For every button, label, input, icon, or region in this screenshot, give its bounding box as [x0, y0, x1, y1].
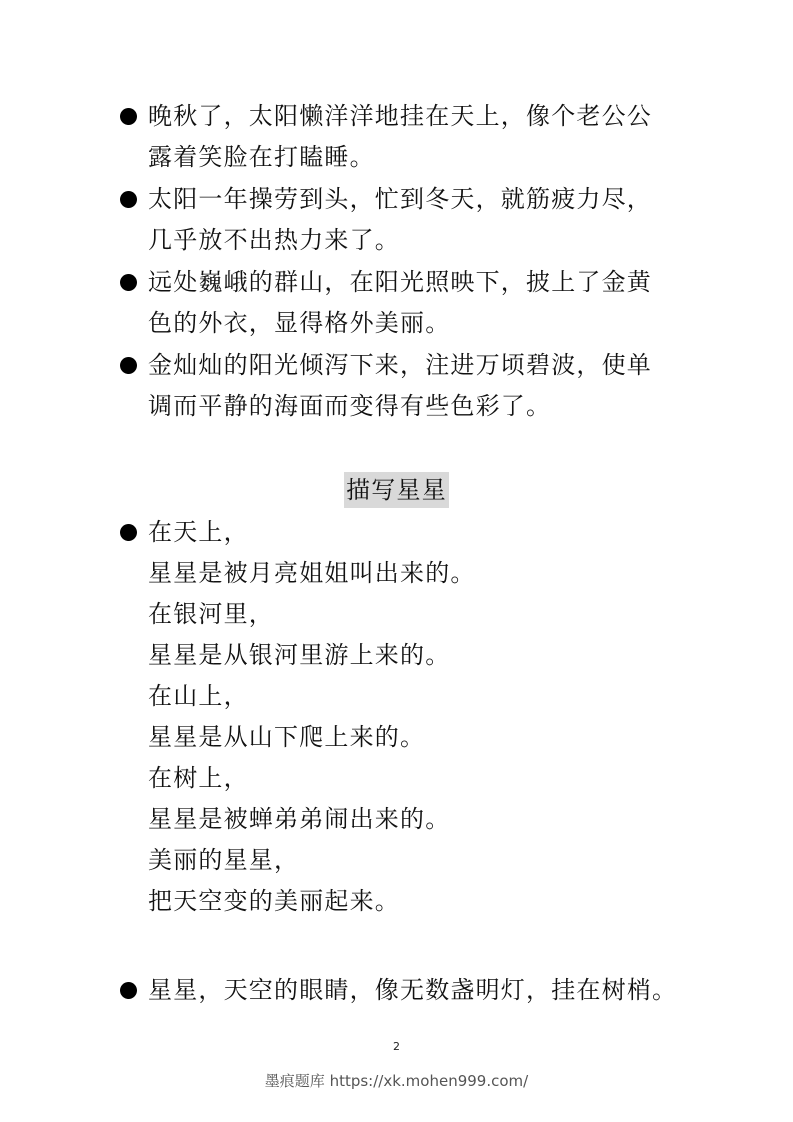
bullet-item: [118, 345, 688, 427]
bullet-item: [118, 970, 688, 1011]
poem-item: [118, 512, 688, 922]
bullet-line: 露着笑脸在打瞌睡。: [148, 143, 375, 171]
bullet-dot-icon: [120, 108, 137, 125]
bullet-line: 调而平静的海面而变得有些色彩了。: [148, 392, 552, 420]
poem-line: 在银河里，: [148, 600, 274, 628]
bullet-line: [118, 179, 688, 220]
poem-line: 美丽的星星，: [148, 846, 300, 874]
bullet-dot-icon: [120, 357, 137, 374]
poem-line: [118, 512, 688, 553]
footer-watermark: 墨痕题库 https://xk.mohen999.com/: [264, 1072, 529, 1090]
bullet-text: 金灿灿的阳光倾泻下来，注进万顷碧波，使单: [148, 351, 652, 379]
page-number: 2: [393, 1040, 400, 1053]
bullet-line: 几乎放不出热力来了。: [148, 226, 400, 254]
poem-line: 在树上，: [148, 764, 249, 792]
bullet-item: [118, 179, 688, 261]
poem-line: 星星是从银河里游上来的。: [148, 641, 451, 669]
section-heading: 描写星星: [344, 472, 449, 508]
bullet-dot-icon: [120, 274, 137, 291]
poem-line: 星星是被蝉弟弟闹出来的。: [148, 805, 451, 833]
bullet-line: [118, 262, 688, 303]
bullet-line: [118, 96, 688, 137]
bullet-line: [118, 970, 688, 1011]
bullet-item: [118, 262, 688, 344]
poem-line: 星星是从山下爬上来的。: [148, 723, 426, 751]
poem-text: 在天上，: [148, 518, 249, 546]
bullet-text: 远处巍峨的群山，在阳光照映下，披上了金黄: [148, 268, 652, 296]
bullet-text: 太阳一年操劳到头，忙到冬天，就筋疲力尽，: [148, 185, 652, 213]
bullet-dot-icon: [120, 982, 137, 999]
bullet-dot-icon: [120, 524, 137, 541]
bullet-dot-icon: [120, 191, 137, 208]
bullet-line: [118, 345, 688, 386]
bullet-item: [118, 96, 688, 178]
bullet-text: 晚秋了，太阳懒洋洋地挂在天上，像个老公公: [148, 102, 652, 130]
poem-line: 星星是被月亮姐姐叫出来的。: [148, 559, 476, 587]
bullet-line: 色的外衣，显得格外美丽。: [148, 309, 451, 337]
section-heading-wrap: [0, 472, 793, 508]
poem-line: 把天空变的美丽起来。: [148, 887, 400, 915]
poem-line: 在山上，: [148, 682, 249, 710]
bullet-text: 星星，天空的眼睛，像无数盏明灯，挂在树梢。: [148, 976, 678, 1004]
